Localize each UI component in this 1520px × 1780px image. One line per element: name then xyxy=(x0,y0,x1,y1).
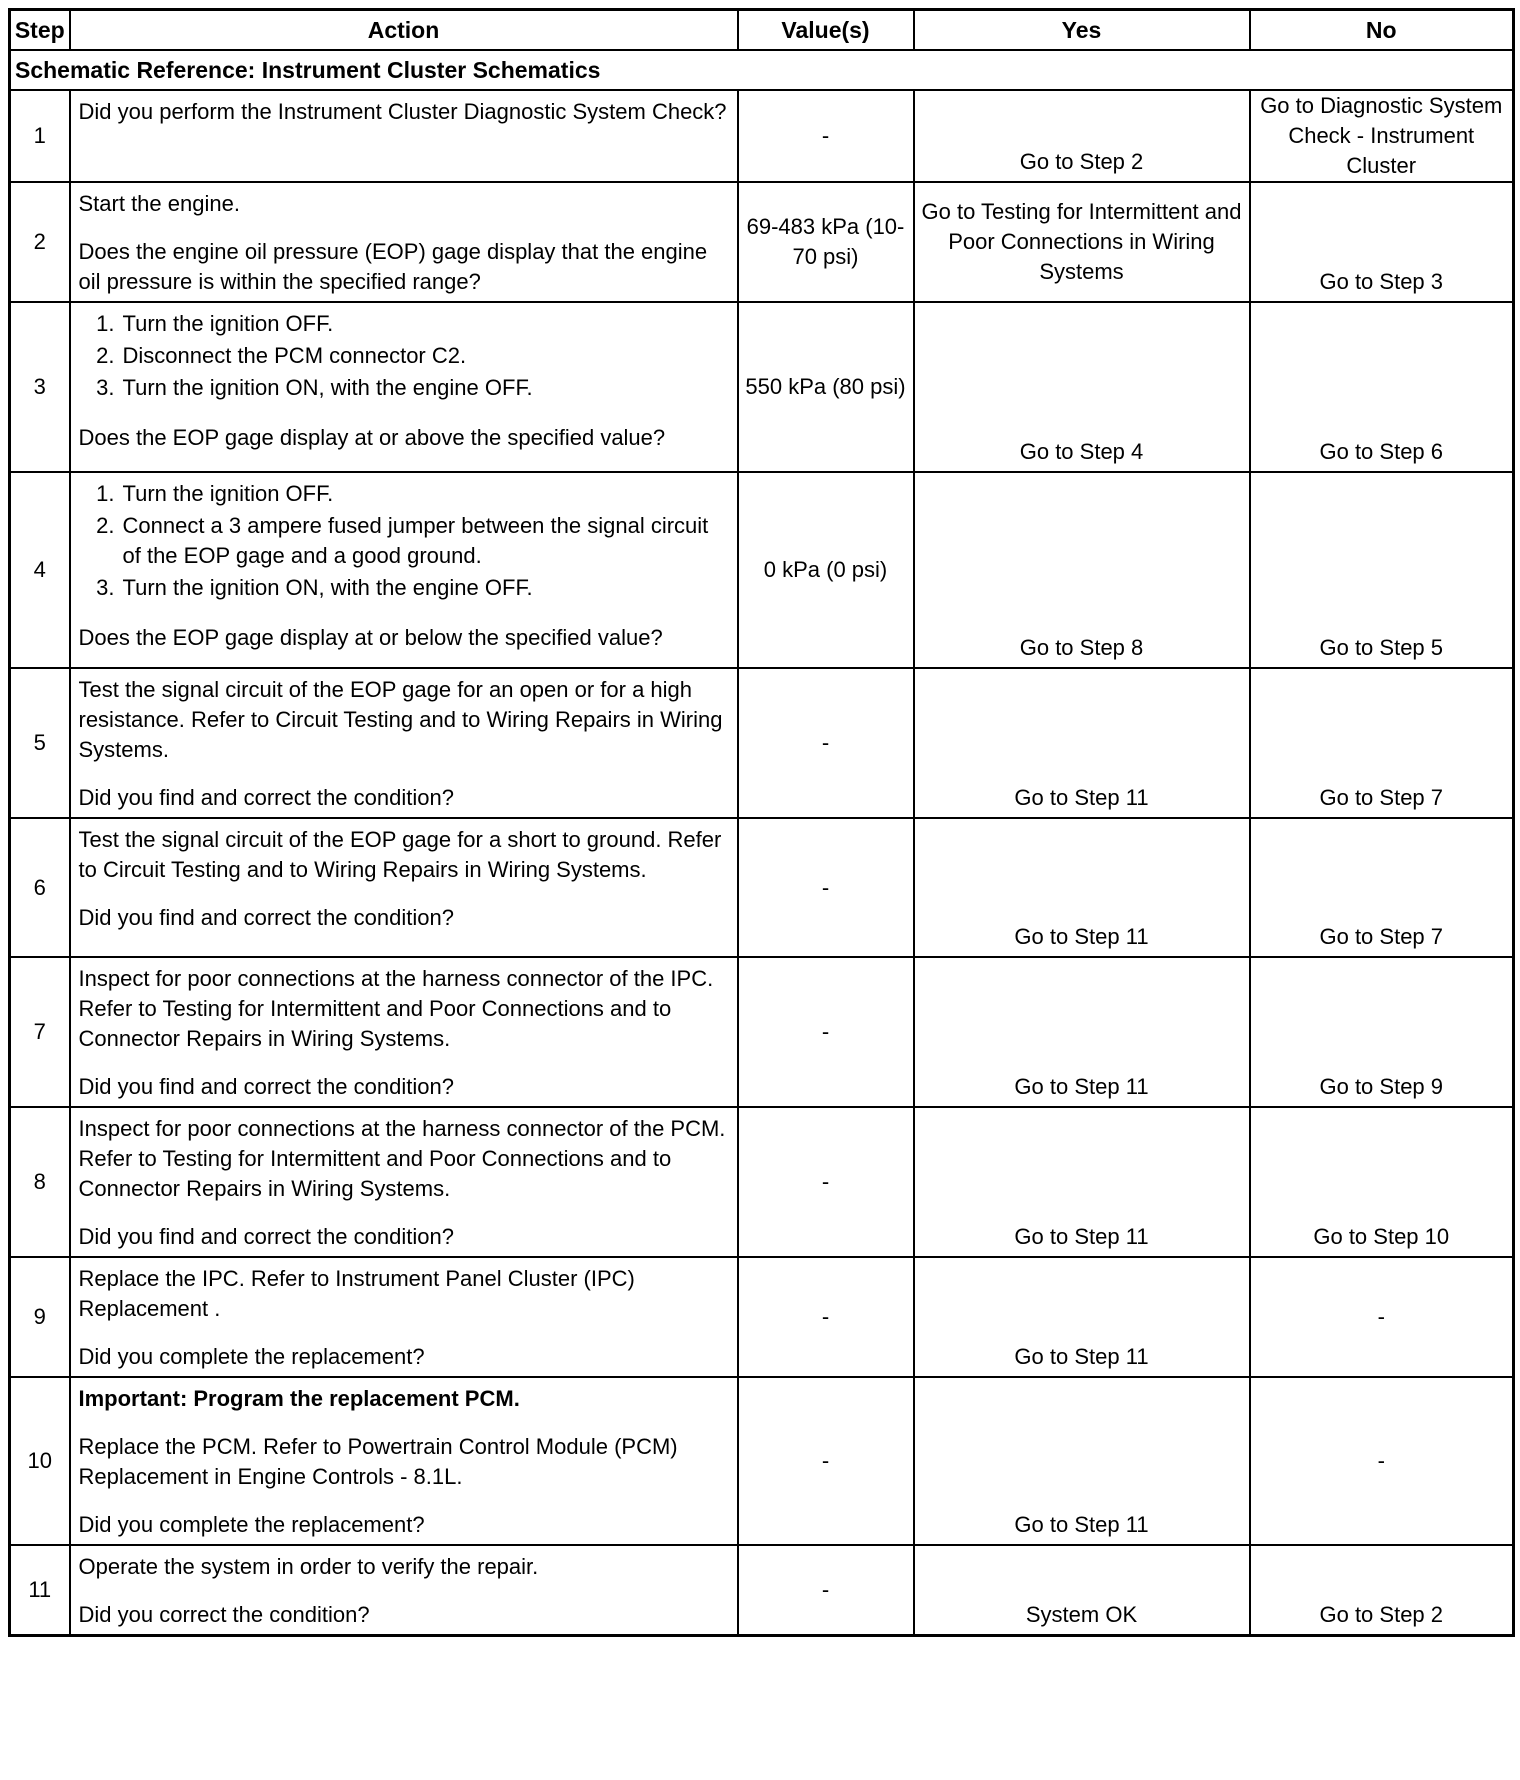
step-number: 11 xyxy=(10,1545,70,1636)
value-cell: - xyxy=(738,90,914,182)
yes-cell: System OK xyxy=(914,1545,1250,1636)
list-item: 1. Turn the ignition OFF. xyxy=(96,481,334,506)
yes-cell: Go to Step 11 xyxy=(914,1257,1250,1377)
yes-cell: Go to Testing for Intermittent and Poor Connections in Wiring Systems xyxy=(914,182,1250,302)
table-row xyxy=(10,90,1514,182)
action-question: Did you find and correct the condition? xyxy=(78,785,454,810)
action-text: Start the engine. xyxy=(78,191,240,216)
header-values: Value(s) xyxy=(738,10,914,51)
header-row xyxy=(10,10,1514,51)
action-text: Test the signal circuit of the EOP gage for a short to ground. Refer to Circuit Testing and to Wiring Repairs in Wiring Systems. xyxy=(78,827,722,882)
action-text: Did you perform the Instrument Cluster Diagnostic System Check? xyxy=(78,99,727,124)
table-row xyxy=(10,1545,1514,1636)
table-row xyxy=(10,1377,1514,1545)
action-cell xyxy=(70,1257,738,1377)
table-row xyxy=(10,1257,1514,1377)
yes-cell: Go to Step 11 xyxy=(914,957,1250,1107)
no-cell: Go to Diagnostic System Check - Instrument Cluster xyxy=(1250,90,1514,182)
step-number: 7 xyxy=(10,957,70,1107)
action-cell xyxy=(70,668,738,818)
step-number: 8 xyxy=(10,1107,70,1257)
list-item: 2. Disconnect the PCM connector C2. xyxy=(96,343,467,368)
value-cell: 0 kPa (0 psi) xyxy=(738,472,914,668)
action-cell xyxy=(70,957,738,1107)
no-cell: Go to Step 3 xyxy=(1250,182,1514,302)
table-row xyxy=(10,957,1514,1107)
action-cell xyxy=(70,472,738,668)
no-cell: Go to Step 5 xyxy=(1250,472,1514,668)
action-cell xyxy=(70,1377,738,1545)
no-cell: - xyxy=(1250,1377,1514,1545)
yes-cell: Go to Step 4 xyxy=(914,302,1250,472)
action-text: Operate the system in order to verify the repair. xyxy=(78,1554,539,1579)
no-cell: Go to Step 6 xyxy=(1250,302,1514,472)
table-row xyxy=(10,182,1514,302)
action-question: Did you correct the condition? xyxy=(78,1602,370,1627)
list-item: 3. Turn the ignition ON, with the engine OFF. xyxy=(96,575,533,600)
value-cell: - xyxy=(738,957,914,1107)
no-cell: Go to Step 7 xyxy=(1250,818,1514,957)
action-list xyxy=(79,479,729,603)
action-text: Test the signal circuit of the EOP gage for an open or for a high resistance. Refer to Circuit Testing and to Wiring Repairs in Wiring Systems. xyxy=(78,677,723,762)
list-item: 3. Turn the ignition ON, with the engine OFF. xyxy=(96,375,533,400)
step-number: 4 xyxy=(10,472,70,668)
action-question: Did you complete the replacement? xyxy=(78,1512,425,1537)
action-list xyxy=(79,309,729,403)
no-cell: Go to Step 10 xyxy=(1250,1107,1514,1257)
yes-cell: Go to Step 11 xyxy=(914,1377,1250,1545)
value-cell: - xyxy=(738,1107,914,1257)
step-number: 1 xyxy=(10,90,70,182)
action-question: Did you find and correct the condition? xyxy=(78,1224,454,1249)
header-yes: Yes xyxy=(914,10,1250,51)
value-cell: - xyxy=(738,818,914,957)
action-text: Replace the IPC. Refer to Instrument Panel Cluster (IPC) Replacement . xyxy=(78,1266,635,1321)
step-number: 2 xyxy=(10,182,70,302)
step-number: 9 xyxy=(10,1257,70,1377)
no-cell: Go to Step 2 xyxy=(1250,1545,1514,1636)
table-row xyxy=(10,818,1514,957)
value-cell: 69-483 kPa (10-70 psi) xyxy=(738,182,914,302)
yes-cell: Go to Step 8 xyxy=(914,472,1250,668)
action-question: Did you complete the replacement? xyxy=(78,1344,425,1369)
table-row xyxy=(10,472,1514,668)
step-number: 3 xyxy=(10,302,70,472)
action-question: Does the EOP gage display at or above the specified value? xyxy=(78,425,666,450)
list-item: 1. Turn the ignition OFF. xyxy=(96,311,334,336)
value-cell: - xyxy=(738,1545,914,1636)
value-cell: 550 kPa (80 psi) xyxy=(738,302,914,472)
yes-cell: Go to Step 2 xyxy=(914,90,1250,182)
important-note: Important: Program the replacement PCM. xyxy=(78,1386,520,1411)
action-cell xyxy=(70,182,738,302)
yes-cell: Go to Step 11 xyxy=(914,1107,1250,1257)
action-question: Does the engine oil pressure (EOP) gage display that the engine oil pressure is within the specified range? xyxy=(78,239,708,294)
no-cell: Go to Step 9 xyxy=(1250,957,1514,1107)
value-cell: - xyxy=(738,1377,914,1545)
step-number: 10 xyxy=(10,1377,70,1545)
action-question: Does the EOP gage display at or below the specified value? xyxy=(78,625,663,650)
table-row xyxy=(10,302,1514,472)
no-cell: Go to Step 7 xyxy=(1250,668,1514,818)
action-cell xyxy=(70,1545,738,1636)
action-text: Inspect for poor connections at the harness connector of the PCM. Refer to Testing for Intermittent and Poor Connections and to Connector Repairs in Wiring Systems. xyxy=(78,1116,726,1201)
schematic-reference: Schematic Reference: Instrument Cluster Schematics xyxy=(10,50,1514,90)
action-cell xyxy=(70,818,738,957)
step-number: 5 xyxy=(10,668,70,818)
action-text: Inspect for poor connections at the harness connector of the IPC. Refer to Testing for Intermittent and Poor Connections and to Connector Repairs in Wiring Systems. xyxy=(78,966,714,1051)
no-cell: - xyxy=(1250,1257,1514,1377)
header-step: Step xyxy=(10,10,70,51)
yes-cell: Go to Step 11 xyxy=(914,668,1250,818)
step-number: 6 xyxy=(10,818,70,957)
table-row xyxy=(10,668,1514,818)
action-text: Replace the PCM. Refer to Powertrain Control Module (PCM) Replacement in Engine Controls - 8.1L. xyxy=(78,1434,678,1489)
table-row xyxy=(10,1107,1514,1257)
action-question: Did you find and correct the condition? xyxy=(78,1074,454,1099)
header-no: No xyxy=(1250,10,1514,51)
yes-cell: Go to Step 11 xyxy=(914,818,1250,957)
header-action: Action xyxy=(70,10,738,51)
schematic-reference-row xyxy=(10,50,1514,90)
action-question: Did you find and correct the condition? xyxy=(78,905,454,930)
action-cell xyxy=(70,302,738,472)
diagnostic-table xyxy=(8,8,1515,1637)
value-cell: - xyxy=(738,1257,914,1377)
value-cell: - xyxy=(738,668,914,818)
list-item: 2. Connect a 3 ampere fused jumper between the signal circuit of the EOP gage and a good ground. xyxy=(96,513,709,568)
action-cell xyxy=(70,90,738,182)
action-cell xyxy=(70,1107,738,1257)
